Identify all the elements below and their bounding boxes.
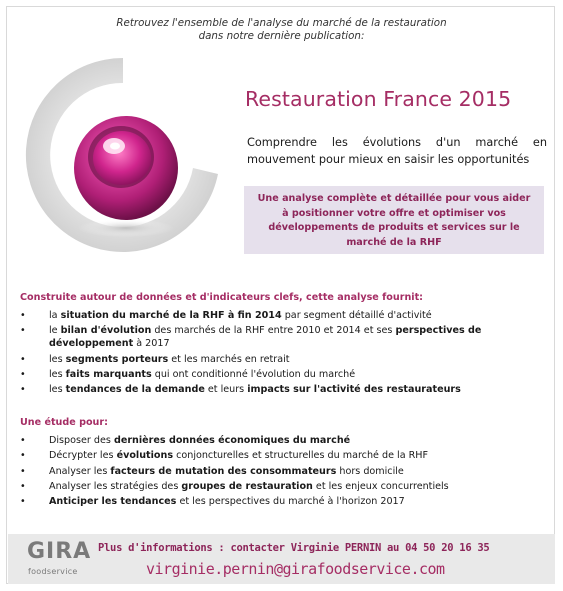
section2-list (20, 434, 550, 510)
bullet-text-bold: perspectives de développement (49, 325, 482, 350)
product-subtitle: Comprendre les évolutions d'un marché en mouvement pour mieux en saisir les opportunités (247, 136, 547, 166)
bullet-text-bold: tendances de la demande (65, 384, 205, 396)
bullet-text: et leurs (204, 384, 248, 396)
bullet-text: et les marchés en retrait (168, 353, 290, 365)
bullet-text: conjoncturelles et structurelles du marché de la RHF (173, 450, 429, 462)
bullet-item (20, 353, 550, 366)
bullet-item (20, 465, 550, 478)
bullet-text: et les enjeux concurrentiels (312, 480, 449, 492)
bullet-text: Disposer des (49, 435, 114, 446)
bullet-item (20, 383, 550, 396)
bullet-item (20, 324, 550, 350)
bullet-item (20, 309, 550, 322)
bullet-dot-icon: • (20, 435, 26, 446)
bullet-dot-icon: • (20, 384, 26, 396)
bullet-item (20, 434, 550, 447)
bullet-item (20, 480, 550, 493)
bullet-dot-icon: • (20, 368, 26, 380)
bullet-text-bold: situation du marché de la RHF à fin 2014 (60, 310, 282, 321)
bullet-dot-icon: • (20, 496, 26, 508)
product-title: Restauration France 2015 (245, 87, 512, 111)
bullet-item (20, 368, 550, 381)
bullet-text-bold: Anticiper les tendances (49, 496, 177, 508)
section1-list (20, 309, 550, 398)
bullet-item (20, 449, 550, 462)
bullet-text-bold: impacts sur l'activité des restaurateurs (247, 384, 461, 396)
bullet-text: le (49, 325, 61, 337)
bullet-text-bold: segments porteurs (65, 353, 169, 365)
bullet-text-bold: bilan d'évolution (60, 325, 152, 337)
bullet-text: Analyser les (49, 465, 111, 477)
bullet-dot-icon: • (20, 480, 26, 492)
bullet-text: à 2017 (133, 338, 170, 350)
gira-logo: GIRA (27, 539, 92, 564)
bullet-text: la (49, 310, 61, 321)
bullet-text: des marchés de la RHF entre 2010 et 2014 et ses (151, 325, 396, 337)
bullet-dot-icon: • (20, 353, 26, 365)
bullet-text: et les perspectives du marché à l'horizon 2017 (176, 496, 405, 508)
bullet-item (20, 495, 550, 508)
bullet-text: par segment détaillé d'activité (281, 310, 432, 321)
bullet-dot-icon: • (20, 325, 26, 337)
bullet-dot-icon: • (20, 310, 26, 321)
bullet-text-bold: faits marquants (65, 368, 152, 380)
callout-box: Une analyse complète et détaillée pour vous aider à positionner votre offre et optimiser vos développements de produits et services sur le marché de la RHF (244, 186, 544, 254)
section2-heading: Une étude pour: (20, 417, 108, 428)
sphere-illustration (18, 50, 228, 260)
intro-line-2: dans notre dernière publication: (198, 30, 365, 42)
bullet-text: qui ont conditionné l'évolution du marché (151, 368, 356, 380)
bullet-text: hors domicile (336, 465, 404, 477)
gira-logo-subtitle: foodservice (28, 567, 78, 576)
bullet-text-bold: groupes de restauration (181, 480, 313, 492)
bullet-text-bold: facteurs de mutation des consommateurs (110, 465, 337, 477)
bullet-text: Décrypter les (49, 450, 117, 462)
bullet-dot-icon: • (20, 465, 26, 477)
bullet-text-bold: évolutions (116, 450, 174, 462)
bullet-text: Analyser les stratégies des (49, 480, 182, 492)
bullet-text: les (49, 384, 66, 396)
bullet-dot-icon: • (20, 450, 26, 462)
bullet-text: les (49, 353, 66, 365)
section1-heading: Construite autour de données et d'indicateurs clefs, cette analyse fournit: (20, 292, 424, 303)
bullet-text: les (49, 368, 66, 380)
contact-email-link[interactable]: virginie.pernin@girafoodservice.com (146, 560, 445, 578)
contact-line: Plus d'informations : contacter Virginie PERNIN au 04 50 20 16 35 (98, 542, 490, 554)
bullet-text-bold: dernières données économiques du marché (113, 435, 351, 446)
intro-text (0, 17, 563, 43)
intro-line-1: Retrouvez l'ensemble de l'analyse du marché de la restauration (116, 17, 447, 29)
